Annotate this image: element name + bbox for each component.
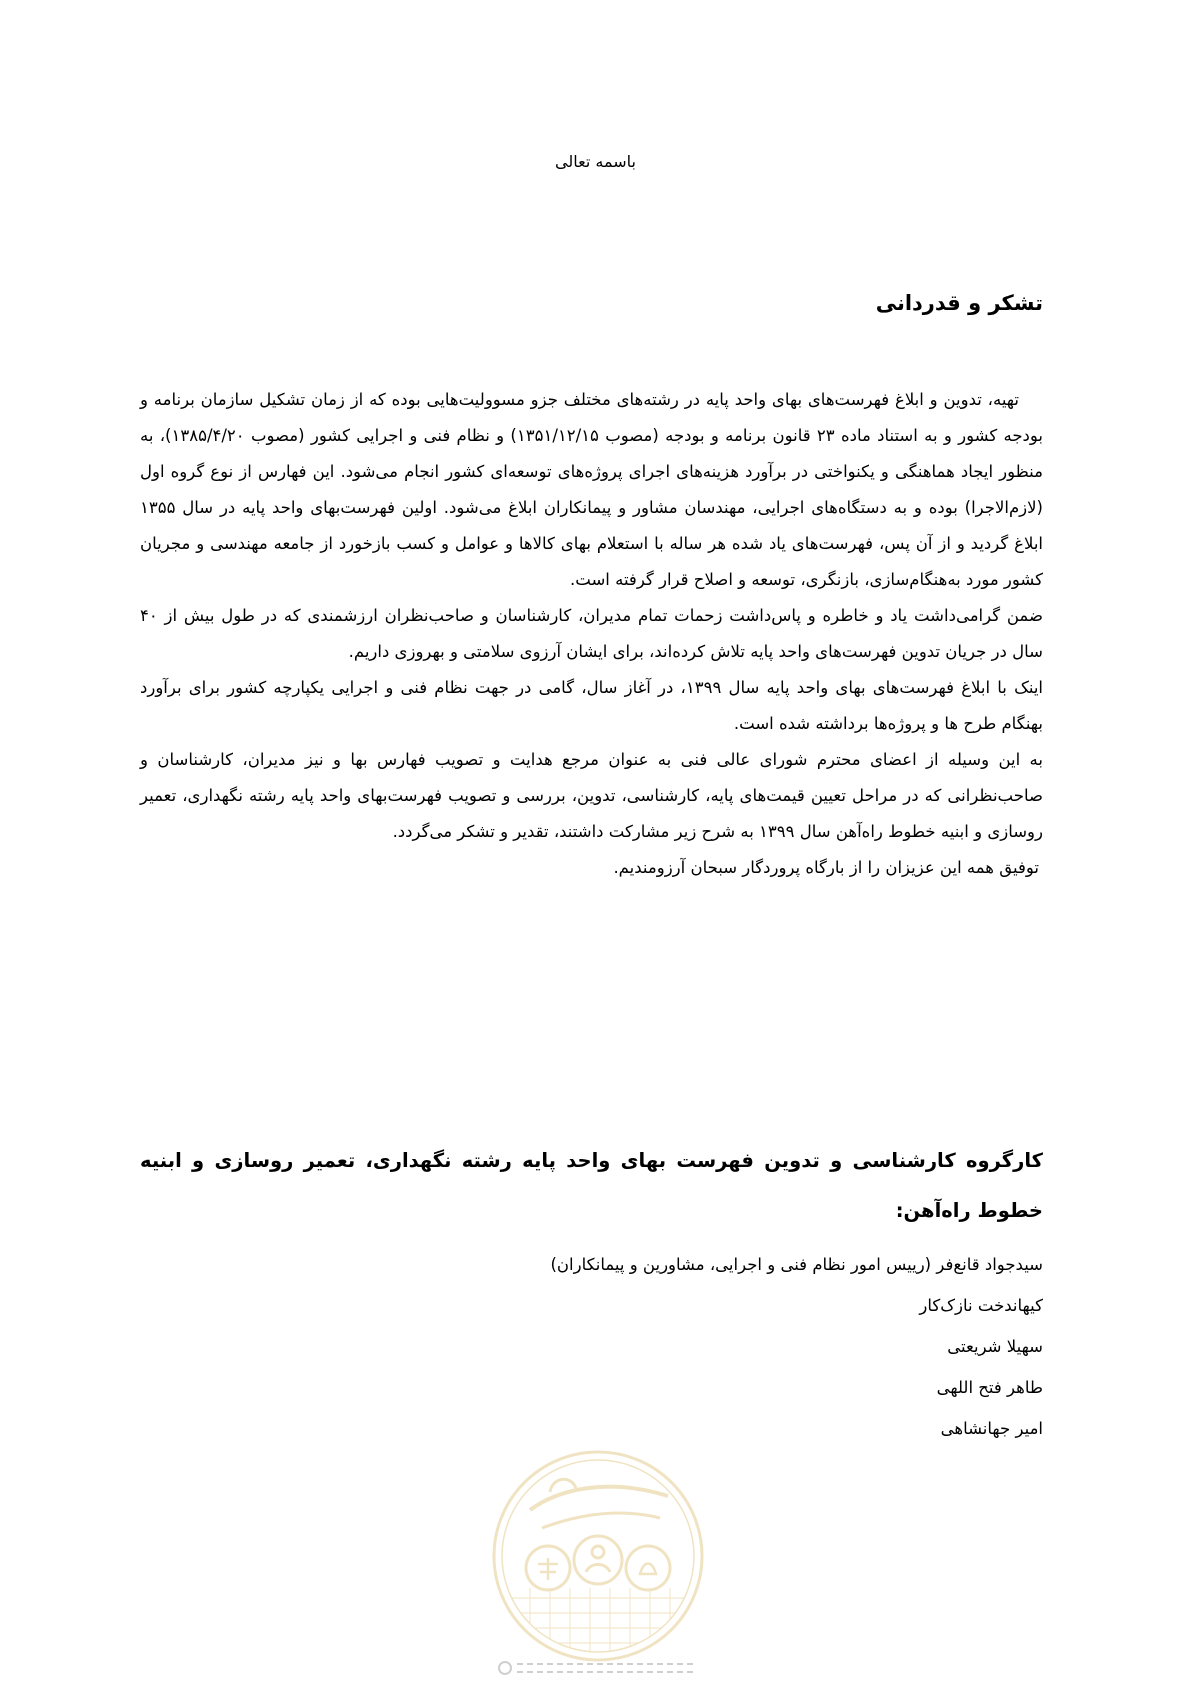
paragraph-history: تهیه، تدوین و ابلاغ فهرست‌های بهای واحد پایه در رشته‌های مختلف جزو مسوولیت‌هایی بوده که از زمان تشکیل سازمان برنامه و بودجه کشور و به استناد ماده ۲۳ قانون برنامه و بودجه (مصوب ۱۳۵۱/۱۲/۱۵) و نظام فنی و اجرایی کشور (مصوب ۱۳۸۵/۴/۲۰)، به منظور ایجاد هماهنگی و یکنواختی در برآورد هزینه‌های اجرای پروژه‌های توسعه‌ای کشور انجام می‌شود. این فهارس از نوع گروه اول (لازم‌الاجرا) بوده و به دستگاه‌های اجرایی، مهندسان مشاور و پیمانکاران ابلاغ می‌شود. اولین فهرست‌بهای واحد پایه در سال ۱۳۵۵ ابلاغ گردید و از آن پس، فهرست‌های یاد شده هر ساله با استعلام بهای کالاها و عوامل و کسب بازخورد از جامعه مهندسی و مجریان کشور مورد به‌هنگام‌سازی، بازنگری، توسعه و اصلاح قرار گرفته است. xyxy=(140,390,1043,589)
paragraph-announcement: اینک با ابلاغ فهرست‌های بهای واحد پایه سال ۱۳۹۹، در آغاز سال، گامی در جهت نظام فنی و اجرایی یکپارچه کشور برای برآورد بهنگام طرح ها و پروژه‌ها برداشته شده است. xyxy=(140,678,1043,733)
basmala-header: باسمه تعالی xyxy=(555,152,636,171)
member-item: سهیلا شریعتی xyxy=(947,1337,1043,1356)
members-list xyxy=(363,1244,1043,1449)
watermark-url xyxy=(495,1658,705,1678)
paragraph-commemoration: ضمن گرامی‌داشت یاد و خاطره و پاس‌داشت زحمات تمام مدیران، کارشناسان و صاحب‌نظران ارزشمندی که در طول بیش از ۴۰ سال در جریان تدوین فهرست‌های واحد پایه تلاش کرده‌اند، برای ایشان آرزوی سلامتی و بهروزی داریم. xyxy=(140,606,1043,661)
member-item: امیر جهانشاهی xyxy=(940,1419,1043,1438)
member-item: کیهاندخت نازک‌کار xyxy=(919,1296,1043,1315)
paragraph-closing: توفیق همه این عزیزان را از بارگاه پروردگار سبحان آرزومندیم. xyxy=(613,858,1039,877)
acknowledgement-body xyxy=(140,382,1043,886)
page-title: تشکر و قدردانی xyxy=(875,291,1043,315)
working-group-heading: کارگروه کارشناسی و تدوین فهرست بهای واحد پایه رشته نگهداری، تعمیر روسازی و ابنیه خطوط راه‌آهن: xyxy=(140,1149,1043,1222)
paragraph-thanks: به این وسیله از اعضای محترم شورای عالی فنی به عنوان مرجع هدایت و تصویب فهارس بها و نیز مدیران، کارشناسان و صاحب‌نظرانی که در مراحل تعیین قیمت‌های پایه، کارشناسی، تدوین، بررسی و تصویب فهرست‌بهای واحد پایه رشته نگهداری، تعمیر روسازی و ابنیه خطوط راه‌آهن سال ۱۳۹۹ به شرح زیر مشارکت داشتند، تقدیر و تشکر می‌گردد. xyxy=(140,750,1043,841)
watermark-logo xyxy=(490,1448,706,1664)
member-item: طاهر فتح اللهی xyxy=(936,1378,1043,1397)
member-item: سیدجواد قانع‌فر (رییس امور نظام فنی و اجرایی، مشاورین و پیمانکاران) xyxy=(550,1255,1043,1274)
